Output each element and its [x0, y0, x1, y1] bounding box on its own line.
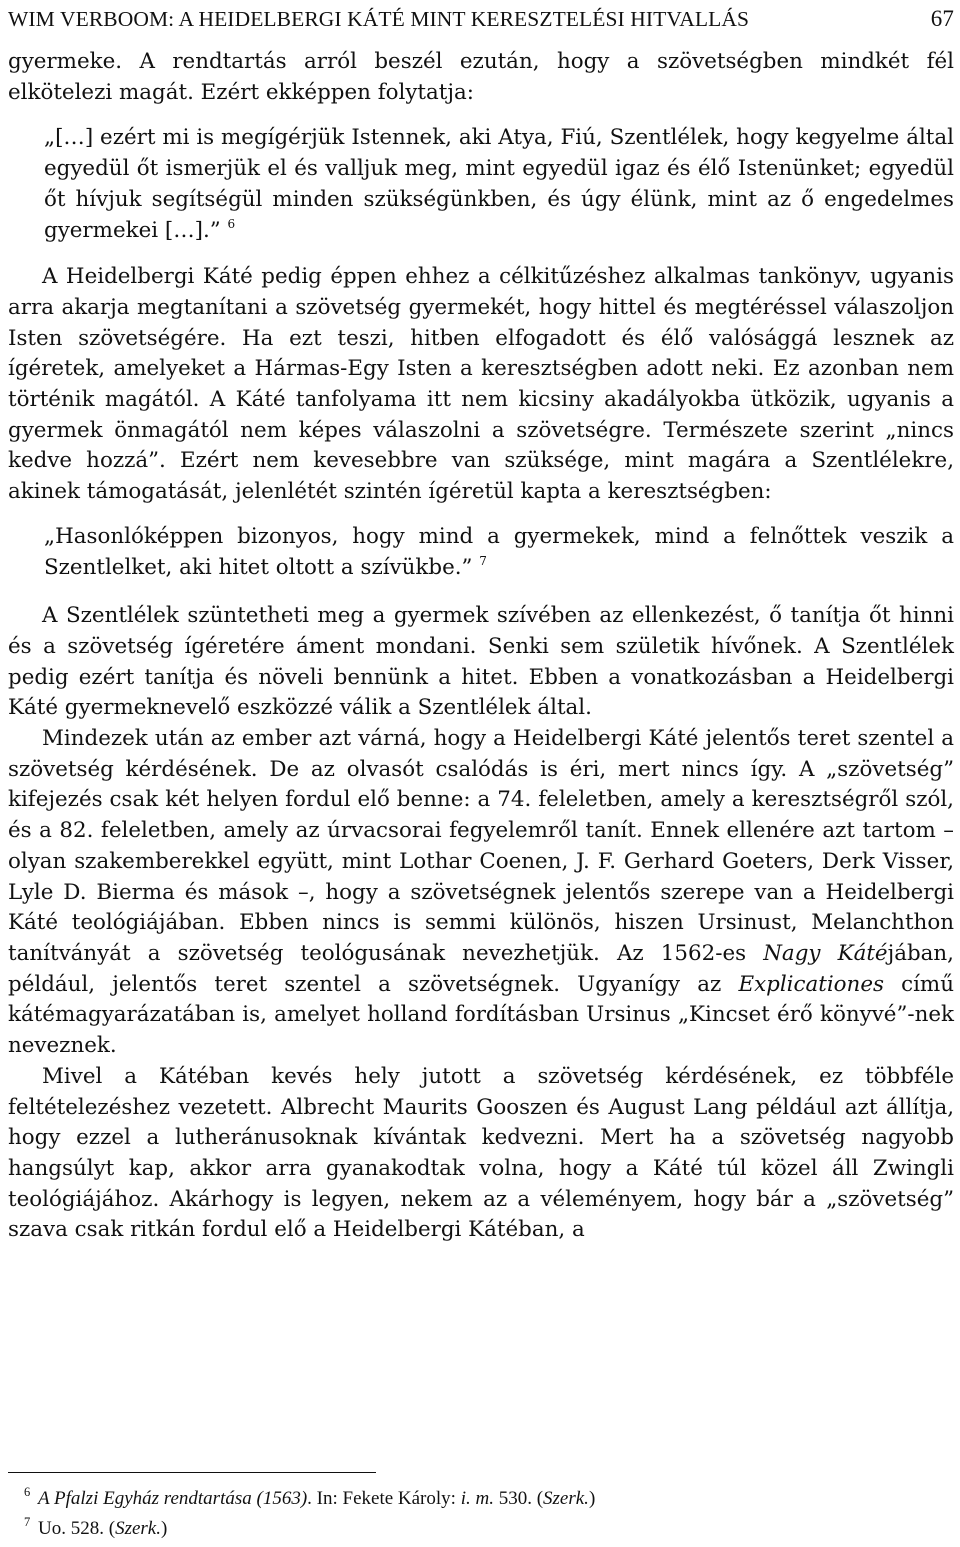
footnote-6	[8, 1484, 954, 1514]
footnote-text: 530. (	[493, 1488, 544, 1509]
footnote-editor: Szerk.	[115, 1518, 161, 1539]
title-explicationes: Explicationes	[738, 971, 884, 997]
footnote-ibid: i. m.	[460, 1488, 494, 1509]
quote-1-text: „[…] ezért mi is megígérjük Istennek, aki Atya, Fiú, Szentlélek, hogy kegyelme által egyedül őt ismerjük el és valljuk meg, mint egyedül igaz és élő Istenünket; egyedül őt hívjuk segítségül minden szükségünkben, és úgy élünk, mint az ő engedelmes gyermekei […].”	[44, 125, 954, 243]
paragraph-2: A Heidelbergi Káté pedig éppen ehhez a célkitűzéshez alkalmas tankönyv, ugyanis arra akarja megtanítani a szövetség gyermekét, hogy hittel és megtéréssel válaszoljon Isten szövetségére. Ha ezt teszi, hitben elfogadott és élő valósággá lesznek az ígéretek, amelyeket a Hármas-Egy Isten a keresztségben adott neki. Ez azonban nem történik magától. A Káté tanfolyama itt nem kicsiny akadályokba ütközik, ugyanis a gyermek önmagától nem képes válaszolni a szövetségre. Természete szerint „nincs kedve hozzá”. Ezért nem kevesebbre van szüksége, mint magára a Szentlélekre, akinek támogatását, jelenlétét szintén ígéretül kapta a keresztségben:	[8, 264, 954, 505]
quote-2-text: „Hasonlóképpen bizonyos, hogy mind a gyermekek, mind a felnőttek veszik a Szentlelket, aki hitet oltott a szívükbe.”	[44, 523, 954, 580]
footnote-divider	[8, 1472, 376, 1473]
paragraph-intro: gyermeke. A rendtartás arról beszél ezután, hogy a szövetségben mindkét fél elkötelezi magát. Ezért ekképpen folytatja:	[8, 49, 954, 105]
paragraph-4	[8, 724, 954, 1062]
footnote-text: Uo. 528. (	[38, 1518, 116, 1539]
paragraph-5: Mivel a Kátéban kevés hely jutott a szövetség kérdésének, ez többféle feltételezéshez vezetett. Albrecht Maurits Gooszen és August Lang például azt állítja, hogy ezzel a lutheránusoknak kívántak kedvezni. Mert ha a szövetség nagyobb hangsúlyt kap, akkor arra gyanakodtak volna, hogy a Káté túl közel áll Zwingli teológiájához. Akárhogy is legyen, nekem az a véleményem, hogy bár a „szövetség” szava csak ritkán fordul elő a Heidelbergi Kátéban, a	[8, 1063, 954, 1243]
body-text	[8, 47, 954, 1246]
block-quote-2	[44, 522, 954, 583]
block-quote-1	[44, 123, 954, 246]
footnote-source-title: A Pfalzi Egyház rendtartása (1563)	[38, 1488, 308, 1509]
footnote-7	[8, 1514, 954, 1544]
footnote-text: )	[588, 1488, 596, 1509]
footnote-number: 6	[24, 1485, 31, 1499]
title-nagy-kate: Nagy Káté	[763, 940, 888, 966]
footnote-number: 7	[24, 1515, 31, 1529]
paragraph-4-part-b: jában, például, jelentős teret szentel a szövetségnek. Ugyanígy az	[8, 940, 954, 997]
paragraph-4-part-a: Mindezek után az ember azt várná, hogy a Heidelbergi Káté jelentős teret szentel a szövetség kérdésének. De az olvasót csalódás is éri, mert nincs így. A „szövetség” kifejezés csak két helyen fordul elő benne: a 74. feleletben, amely a keresztségről szól, és a 82. feleletben, amely az úrvacsorai fegyelemről tanít. Ennek ellenére azt tartom – olyan szakemberekkel együtt, mint Lothar Coenen, J. F. Gerhard Goeters, Derk Visser, Lyle D. Bierma és mások –, hogy a szövetségnek jelentős szerepe van a Heidelbergi Káté teológiájában. Ebben nincs is semmi különös, hiszen Ursinust, Melanchthon tanítványát a szövetség teológusának nevezhetjük. Az 1562-es	[8, 726, 954, 966]
footnote-ref-6[interactable]: 6	[227, 216, 236, 231]
running-header	[8, 4, 954, 34]
running-title: WIM VERBOOM: A HEIDELBERGI KÁTÉ MINT KERESZTELÉSI HITVALLÁS	[8, 6, 750, 31]
page-number: 67	[930, 6, 954, 31]
paragraph-4-part-c: című kátémagyarázatában is, amelyet holland fordításban Ursinus „Kincset érő könyvé”-nek neveznek.	[8, 971, 954, 1059]
footnote-text: )	[160, 1518, 168, 1539]
paragraph-3: A Szentlélek szüntetheti meg a gyermek szívében az ellenkezést, ő tanítja őt hinni és a szövetség ígéretére áment mondani. Senki sem születik hívőnek. A Szentlélek pedig ezért tanítja és növeli bennünk a hitet. Ebben a vonatkozásban a Heidelbergi Káté gyermeknevelő eszközzé válik a Szentlélek által.	[8, 603, 954, 721]
footnote-editor: Szerk.	[543, 1488, 589, 1509]
footnote-ref-7[interactable]: 7	[479, 553, 487, 568]
footnotes	[8, 1484, 954, 1544]
footnote-text: . In: Fekete Károly:	[307, 1488, 461, 1509]
